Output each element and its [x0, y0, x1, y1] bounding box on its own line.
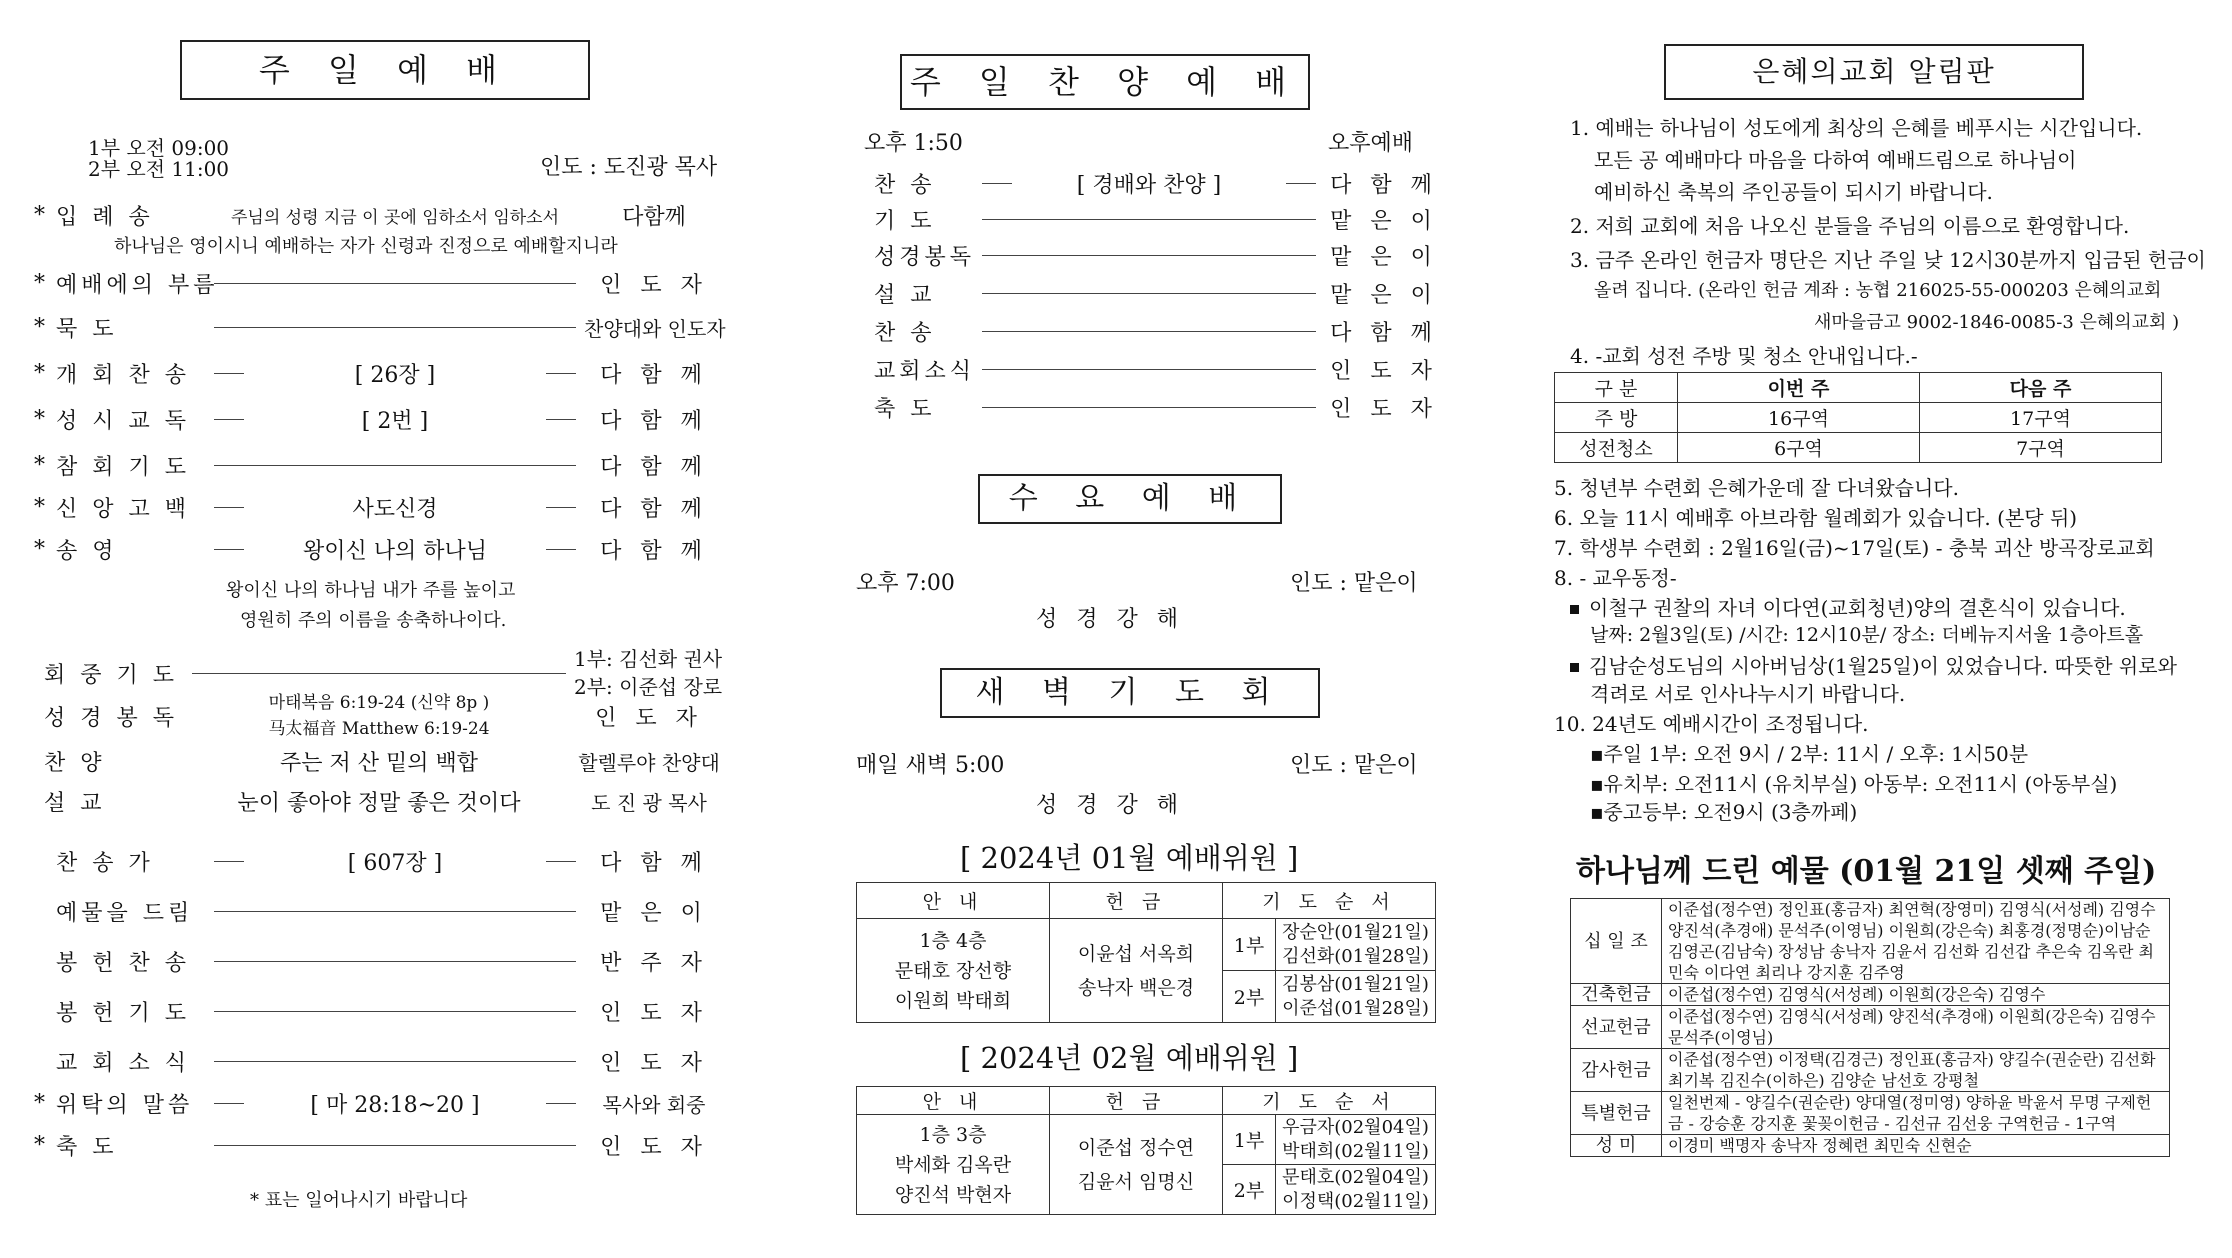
dotted-line	[214, 861, 244, 862]
bulletin-title: 은혜의교회 알림판	[1664, 44, 2084, 100]
table-cell: 17구역	[1920, 403, 2162, 433]
offering-row	[1571, 1092, 2170, 1135]
dotted-line	[214, 961, 576, 962]
order-row	[34, 1046, 724, 1077]
offering-row	[1571, 984, 2170, 1006]
offering-line: 이윤섭 서옥희	[1077, 942, 1195, 965]
dawn-time: 매일 새벽 5:00	[856, 753, 1005, 778]
order-right: 다 함 께	[600, 851, 708, 876]
order-right: 목사와 회중	[602, 1093, 706, 1117]
order-row	[34, 492, 724, 523]
guide-line: 이원희 박태희	[894, 989, 1012, 1012]
required-mark: *	[34, 271, 45, 296]
prayer-entry: 김선화(01월28일)	[1282, 945, 1429, 967]
dotted-line	[214, 1103, 244, 1104]
required-mark: *	[34, 315, 45, 340]
dotted-line	[214, 1011, 576, 1012]
order-label: 기 도	[874, 209, 936, 234]
scripture-refs	[184, 690, 574, 742]
offering-line: 이준섭 정수연	[1077, 1136, 1195, 1159]
feb-committee-table	[856, 1086, 1436, 1215]
anthem-row	[44, 746, 724, 777]
guide-line: 박세화 김옥란	[894, 1153, 1012, 1176]
offering-names: 이준섭(정수연) 김영식(서성례) 양진석(추경애) 이원희(강은숙) 김영수 문석주(이영님)	[1662, 1006, 2170, 1049]
notice-8: 8. - 교우동정-	[1554, 566, 1677, 590]
offering-row	[1571, 1049, 2170, 1092]
dotted-line	[214, 1145, 576, 1146]
order-label: 성 시 교 독	[56, 409, 190, 434]
dotted-line	[214, 465, 576, 466]
notice-8c-text: 김남순성도님의 시아버님상(1월25일)이 있었습니다. 따뜻한 위로와	[1589, 654, 2177, 678]
required-mark: *	[34, 407, 45, 432]
order-label: 봉 헌 기 도	[56, 1001, 190, 1026]
sermon-title: 눈이 좋아야 정말 좋은 것이다	[237, 791, 521, 816]
order-row	[34, 534, 724, 565]
order-label: 신 앙 고 백	[56, 497, 190, 522]
order-detail: [ 26장 ]	[354, 363, 436, 388]
table-header: 기 도 순 서	[1223, 883, 1436, 919]
order-label: 예물을 드림	[56, 901, 194, 926]
offering-row	[1571, 899, 2170, 984]
order-row	[34, 358, 724, 389]
order-right: 인 도 자	[1330, 359, 1438, 384]
order-label: 찬 송 가	[56, 851, 154, 876]
order-label: 위탁의 말씀	[56, 1093, 194, 1118]
scripture-verse: 하나님은 영이시니 예배하는 자가 신령과 진정으로 예배할지니라	[114, 236, 618, 257]
order-right: 다 함 께	[600, 409, 708, 434]
service-time-2: 2부 오전 11:00	[88, 157, 230, 181]
order-label: 성경봉독	[874, 245, 976, 270]
scripture-reading-row	[44, 690, 724, 742]
footnote: * 표는 일어나시기 바랍니다	[250, 1190, 468, 1211]
song-lyric-2: 영원히 주의 이름을 송축하나이다.	[240, 610, 507, 631]
order-row	[34, 1130, 724, 1161]
order-label: 송 영	[56, 539, 118, 564]
order-label: 교회소식	[874, 359, 976, 384]
prayer-cell	[1276, 971, 1436, 1023]
bullet-icon	[1570, 663, 1579, 672]
table-header: 안 내	[857, 883, 1050, 919]
order-right: 다함께	[622, 205, 686, 230]
order-right: 맡 은 이	[600, 901, 708, 926]
table-cell: 7구역	[1920, 433, 2162, 463]
praise-service-column	[830, 0, 1470, 1258]
part-cell: 1부	[1223, 919, 1276, 971]
offering-names: 이경미 백명자 송낙자 정혜련 최민숙 신현순	[1662, 1135, 2170, 1157]
wednesday-time: 오후 7:00	[856, 571, 955, 596]
order-label: 묵 도	[56, 317, 118, 342]
required-mark: *	[34, 453, 45, 478]
order-label: 예배에의 부름	[56, 273, 219, 298]
offering-names: 이준섭(정수연) 이정택(김경근) 정인표(홍금자) 양길수(권순란) 김선화 최기복 김진수(이하은) 김양순 남선호 강평철	[1662, 1049, 2170, 1092]
order-right: 찬양대와 인도자	[584, 317, 726, 341]
wednesday-leader: 인도 : 맡은이	[1290, 571, 1418, 596]
praise-order-row	[874, 240, 1444, 271]
dotted-line	[546, 507, 576, 508]
feb-committee-title: [ 2024년 02월 예배위원 ]	[960, 1041, 1299, 1075]
dotted-line	[1286, 183, 1316, 184]
notice-3c: 새마을금고 9002-1846-0085-3 은혜의교회 )	[1814, 312, 2180, 333]
notice-3a: 3. 금주 온라인 헌금자 명단은 지난 주일 낮 12시30분까지 입금된 헌금이	[1570, 248, 2206, 272]
order-label: 입 례 송	[56, 205, 154, 230]
order-detail: 주님의 성령 지금 이 곳에 임하소서 임하소서	[230, 208, 560, 228]
table-header: 이번 주	[1678, 373, 1920, 403]
order-right: 다 함 께	[600, 455, 708, 480]
prayer-cell	[1276, 919, 1436, 971]
order-right: 맡 은 이	[1330, 245, 1438, 270]
order-detail: [ 607장 ]	[347, 851, 443, 876]
order-detail: 왕이신 나의 하나님	[302, 539, 487, 564]
anthem-title: 주는 저 산 밑의 백합	[280, 751, 478, 776]
dotted-line	[214, 549, 244, 550]
cleaning-table	[1554, 372, 2162, 463]
praise-order-row	[874, 354, 1444, 385]
prayer-2: 2부: 이준섭 장로	[574, 675, 723, 699]
order-label: 설 교	[874, 283, 936, 308]
order-label: 회 중 기 도	[44, 662, 178, 688]
table-header: 안 내	[857, 1087, 1050, 1115]
order-label: 축 도	[874, 397, 936, 422]
offerings-table	[1570, 898, 2170, 1157]
table-header: 헌 금	[1050, 883, 1223, 919]
offering-type: 특별헌금	[1571, 1092, 1662, 1135]
order-row	[34, 896, 724, 927]
notice-8c	[1570, 650, 2177, 679]
order-right: 도 진 광 목사	[591, 791, 707, 815]
notice-1c: 예비하신 축복의 주인공들이 되시기 바랍니다.	[1594, 180, 1993, 204]
dawn-prayer-title: 새 벽 기 도 회	[940, 668, 1320, 718]
praise-order-row	[874, 204, 1444, 235]
offering-cell	[1050, 1115, 1223, 1215]
required-mark: *	[34, 361, 45, 386]
required-mark: *	[34, 495, 45, 520]
notice-10a: ▪주일 1부: 오전 9시 / 2부: 11시 / 오후: 1시50분	[1590, 742, 2029, 766]
offering-line: 송낙자 백은경	[1077, 976, 1195, 999]
dawn-leader: 인도 : 맡은이	[1290, 753, 1418, 778]
order-detail: [ 마 28:18~20 ]	[310, 1093, 480, 1118]
offering-row	[1571, 1006, 2170, 1049]
order-row	[34, 1088, 724, 1119]
prayer-entry: 박태희(02월11일)	[1282, 1140, 1429, 1162]
dotted-line	[546, 861, 576, 862]
order-row	[34, 312, 724, 343]
order-row	[34, 996, 724, 1027]
dotted-line	[982, 331, 1316, 332]
dotted-line	[982, 255, 1316, 256]
sunday-service-column	[0, 0, 760, 1258]
notice-8d: 격려로 서로 인사나누시기 바랍니다.	[1590, 682, 1906, 706]
prayer-entry: 장순안(01월21일)	[1282, 921, 1429, 943]
dotted-line	[982, 219, 1316, 220]
order-label: 찬 송	[874, 173, 936, 198]
order-label: 참 회 기 도	[56, 455, 190, 480]
order-right: 다 함 께	[600, 497, 708, 522]
wednesday-service-title: 수 요 예 배	[978, 474, 1282, 524]
order-right: 인 도 자	[1330, 397, 1438, 422]
required-mark: *	[34, 1091, 45, 1116]
offerings-heading: 하나님께 드린 예물 (01월 21일 셋째 주일)	[1576, 854, 2157, 889]
order-label: 찬 양	[44, 751, 106, 776]
notice-8b: 날짜: 2월3일(토) /시간: 12시10분/ 장소: 더베뉴지서울 1층아트홀	[1590, 624, 2144, 646]
notice-1a: 1. 예배는 하나님이 성도에게 최상의 은혜를 베푸시는 시간입니다.	[1570, 116, 2143, 140]
dotted-line	[192, 673, 566, 674]
required-mark: *	[34, 203, 45, 228]
offering-row	[1571, 1135, 2170, 1157]
praise-order-row	[874, 278, 1444, 309]
dotted-line	[214, 283, 576, 284]
offering-type: 십 일 조	[1571, 899, 1662, 984]
table-cell: 성전청소	[1555, 433, 1678, 463]
guide-line: 양진석 박현자	[894, 1183, 1012, 1206]
church-bulletin-column	[1540, 0, 2232, 1258]
prayer-entry: 이준섭(01월28일)	[1282, 997, 1429, 1019]
praise-service-title: 주 일 찬 양 예 배	[900, 54, 1310, 110]
guide-cell	[857, 1115, 1050, 1215]
song-lyric-1: 왕이신 나의 하나님 내가 주를 높이고	[226, 580, 516, 601]
notice-2: 2. 저희 교회에 처음 나오신 분들을 주님의 이름으로 환영합니다.	[1570, 214, 2130, 238]
order-right: 다 함 께	[600, 363, 708, 388]
offering-cell	[1050, 919, 1223, 1023]
dotted-line	[982, 407, 1316, 408]
required-mark: *	[34, 537, 45, 562]
order-right: 인 도 자	[600, 1135, 708, 1160]
table-cell: 16구역	[1678, 403, 1920, 433]
order-row	[34, 846, 724, 877]
dotted-line	[214, 373, 244, 374]
notice-8a	[1570, 592, 2126, 621]
offering-type: 선교헌금	[1571, 1006, 1662, 1049]
table-header: 구 분	[1555, 373, 1678, 403]
dotted-line	[546, 1103, 576, 1104]
order-right: 맡 은 이	[1330, 209, 1438, 234]
prayer-cell	[1276, 1165, 1436, 1215]
guide-cell	[857, 919, 1050, 1023]
praise-order-row	[874, 316, 1444, 347]
scripture-ref-1: 마태복음 6:19-24 (신약 8p )	[268, 693, 490, 713]
notice-6: 6. 오늘 11시 예배후 아브라함 월례회가 있습니다. (본당 뒤)	[1554, 506, 2078, 530]
notice-8a-text: 이철구 권찰의 자녀 이다연(교회청년)양의 결혼식이 있습니다.	[1589, 596, 2126, 620]
dotted-line	[214, 507, 244, 508]
dotted-line	[214, 911, 576, 912]
order-label: 교 회 소 식	[56, 1051, 190, 1076]
dotted-line	[546, 373, 576, 374]
dotted-line	[546, 419, 576, 420]
order-row	[34, 450, 724, 481]
order-label: 축 도	[56, 1135, 118, 1160]
order-right: 인 도 자	[600, 1051, 708, 1076]
praise-order-row	[874, 168, 1444, 199]
table-header: 다음 주	[1920, 373, 2162, 403]
dotted-line	[982, 183, 1012, 184]
notice-10b: ▪유치부: 오전11시 (유치부실) 아동부: 오전11시 (아동부실)	[1590, 772, 2118, 796]
scripture-ref-2: 马太福音 Matthew 6:19-24	[268, 719, 490, 739]
order-row	[34, 946, 724, 977]
praise-type: 오후예배	[1328, 131, 1414, 156]
order-label: 개 회 찬 송	[56, 363, 190, 388]
table-header: 헌 금	[1050, 1087, 1223, 1115]
guide-line: 1층 4층	[919, 929, 987, 952]
dotted-line	[982, 369, 1316, 370]
order-right: 다 함 께	[600, 539, 708, 564]
notice-10: 10. 24년도 예배시간이 조정됩니다.	[1554, 712, 1869, 736]
order-right: 할렐루야 찬양대	[578, 751, 720, 775]
notice-1b: 모든 공 예배마다 마음을 다하여 예배드림으로 하나님이	[1594, 148, 2077, 172]
order-label: 봉 헌 찬 송	[56, 951, 190, 976]
notice-7: 7. 학생부 수련회 : 2월16일(금)~17일(토) - 충북 괴산 방곡장로교회	[1554, 536, 2155, 560]
dawn-content: 성 경 강 해	[1036, 793, 1184, 818]
prayer-entry: 김봉삼(01월21일)	[1282, 973, 1429, 995]
part-cell: 1부	[1223, 1115, 1276, 1165]
offering-type: 성 미	[1571, 1135, 1662, 1157]
guide-line: 문태호 장선향	[894, 959, 1012, 982]
offering-type: 건축헌금	[1571, 984, 1662, 1006]
order-row	[34, 268, 724, 299]
jan-committee-table	[856, 882, 1436, 1023]
dotted-line	[546, 549, 576, 550]
prayer-1: 1부: 김선화 권사	[574, 647, 723, 671]
order-right: 다 함 께	[1330, 321, 1438, 346]
order-detail: 사도신경	[352, 497, 438, 522]
praise-time: 오후 1:50	[864, 131, 963, 156]
order-label: 성 경 봉 독	[44, 705, 178, 731]
prayer-entry: 우금자(02월04일)	[1282, 1116, 1429, 1138]
table-header: 기 도 순 서	[1223, 1087, 1436, 1115]
required-mark: *	[34, 1133, 45, 1158]
dotted-line	[214, 327, 576, 328]
order-right: 다 함 께	[1330, 173, 1438, 198]
order-row	[34, 200, 724, 231]
dotted-line	[214, 1061, 576, 1062]
offering-line: 김윤서 임명신	[1077, 1170, 1195, 1193]
offering-names: 일천번제 - 양길수(권순란) 양대열(정미영) 양하윤 박윤서 무명 구제헌금 - 강승훈 강지훈 꽃꽂이헌금 - 김선규 김선웅 구역헌금 - 1구역	[1662, 1092, 2170, 1135]
praise-order-row	[874, 392, 1444, 423]
sermon-row	[44, 786, 724, 817]
order-right: 인 도 자	[600, 1001, 708, 1026]
order-right: 맡 은 이	[1330, 283, 1438, 308]
table-cell: 6구역	[1678, 433, 1920, 463]
table-cell: 주 방	[1555, 403, 1678, 433]
notice-4: 4. -교회 성전 주방 및 청소 안내입니다.-	[1570, 344, 1918, 368]
dotted-line	[214, 419, 244, 420]
order-row	[34, 404, 724, 435]
jan-committee-title: [ 2024년 01월 예배위원 ]	[960, 841, 1299, 875]
part-cell: 2부	[1223, 971, 1276, 1023]
notice-10c: ▪중고등부: 오전9시 (3층까페)	[1590, 800, 1858, 824]
sunday-service-title: 주 일 예 배	[180, 40, 590, 100]
notice-5: 5. 청년부 수련회 은혜가운데 잘 다녀왔습니다.	[1554, 476, 1959, 500]
order-detail: [ 2번 ]	[361, 409, 429, 434]
service-time-1: 1부 오전 09:00	[88, 136, 230, 160]
wednesday-content: 성 경 강 해	[1036, 607, 1184, 632]
bullet-icon	[1570, 605, 1579, 614]
offering-names: 이준섭(정수연) 정인표(홍금자) 최연혁(장영미) 김영식(서성례) 김영수 양진석(추경애) 문석주(이영님) 이원희(강은숙) 최홍경(정명순)이남순 김영곤(김남숙) 장성남 송낙자 김윤서 김선화 김선갑 추은숙 김옥란 최민숙 이다연 최리나 강지훈 김주영	[1662, 899, 2170, 984]
order-label: 설 교	[44, 791, 106, 816]
prayer-cell	[1276, 1115, 1436, 1165]
dotted-line	[982, 293, 1316, 294]
guide-line: 1층 3층	[919, 1123, 987, 1146]
order-right: 반 주 자	[600, 951, 708, 976]
prayer-entry: 문태호(02월04일)	[1282, 1166, 1429, 1188]
offering-type: 감사헌금	[1571, 1049, 1662, 1092]
part-cell: 2부	[1223, 1165, 1276, 1215]
service-leader: 인도 : 도진광 목사	[540, 155, 718, 180]
order-label: 찬 송	[874, 321, 936, 346]
order-right: 인 도 자	[595, 705, 703, 731]
notice-3b: 올려 집니다. (온라인 헌금 계좌 : 농협 216025-55-000203 은혜의교회	[1594, 280, 2162, 301]
prayer-entry: 이정택(02월11일)	[1282, 1190, 1429, 1212]
order-right: 인 도 자	[600, 273, 708, 298]
offering-names: 이준섭(정수연) 김영식(서성례) 이원희(강은숙) 김영수	[1662, 984, 2170, 1006]
order-detail: [ 경배와 찬양 ]	[1076, 173, 1222, 198]
